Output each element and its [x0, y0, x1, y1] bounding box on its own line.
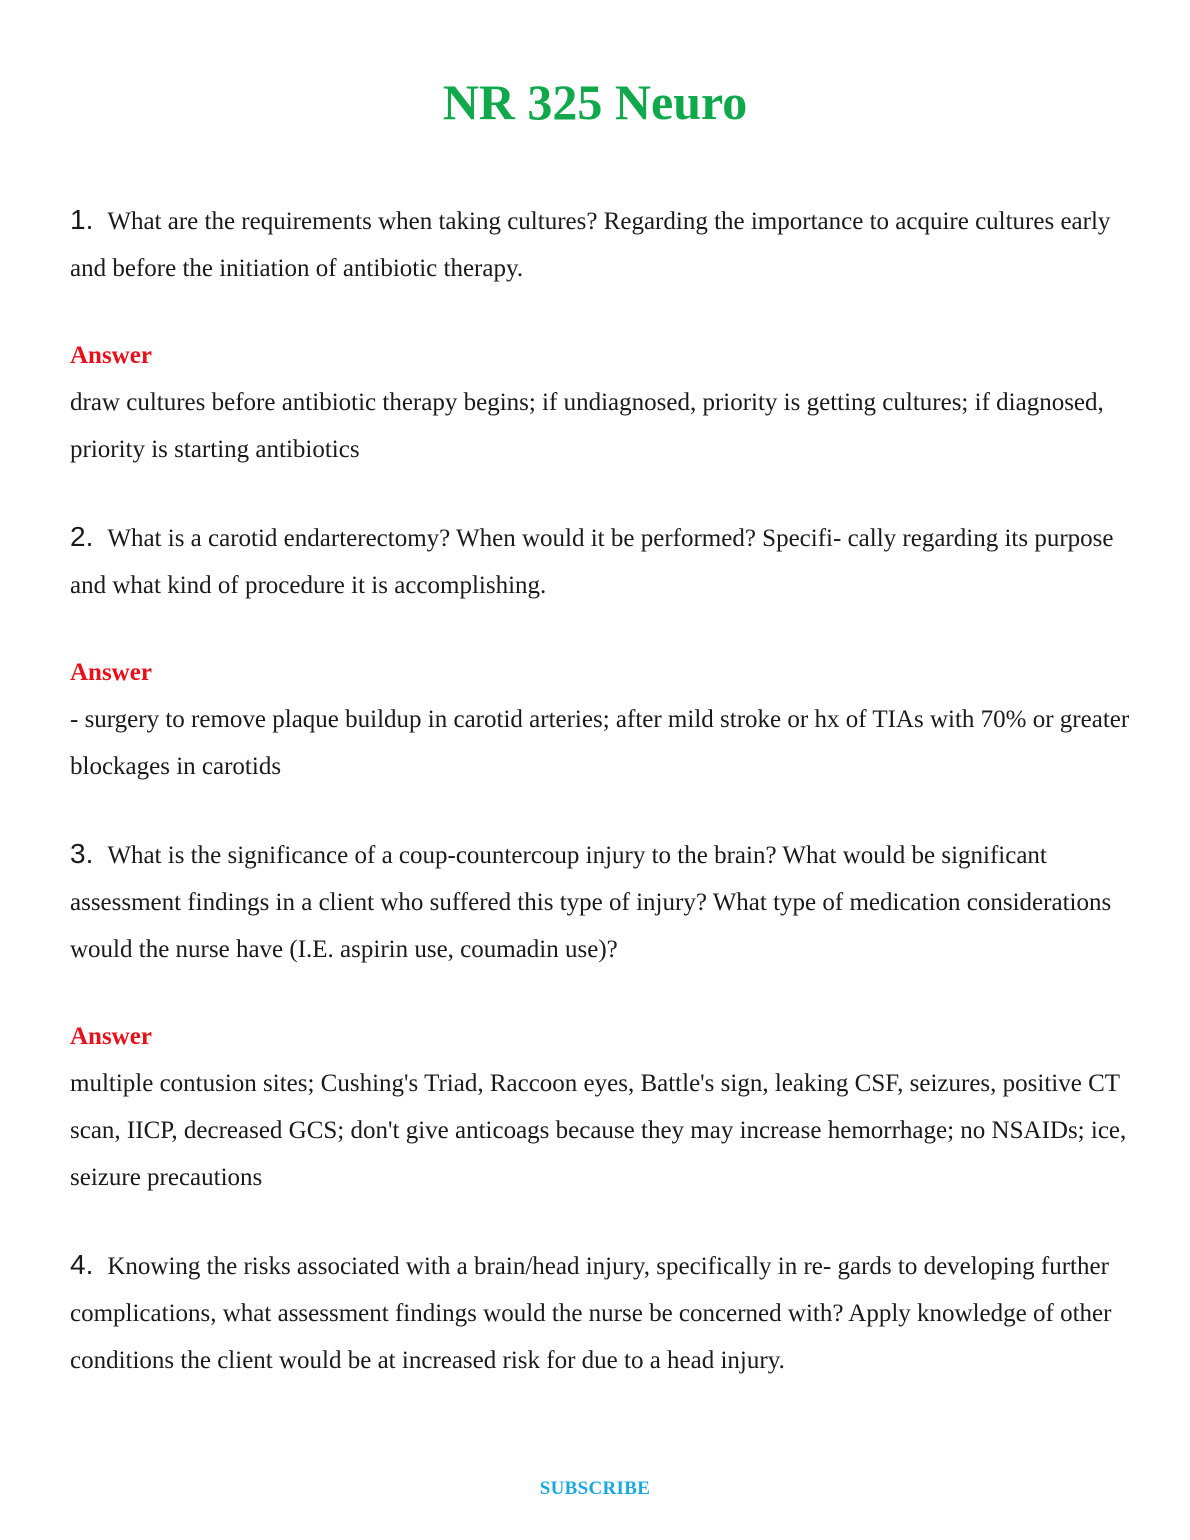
answer-label: Answer	[70, 342, 152, 369]
question-number: 1.	[70, 204, 94, 235]
question-2	[70, 513, 1130, 609]
question-number: 3.	[70, 838, 94, 869]
answer-text: - surgery to remove plaque buildup in carotid arteries; after mild stroke or hx of TIAs with 70% or greater blockages in carotids	[70, 706, 1130, 780]
answer-label: Answer	[70, 1023, 152, 1050]
qa-item-4	[70, 1241, 1130, 1384]
qa-content	[70, 196, 1130, 1384]
question-text: What are the requirements when taking cultures? Regarding the importance to acquire cultures early and before the initiation of antibiotic therapy.	[70, 208, 1111, 282]
qa-item-2	[70, 513, 1130, 790]
answer-text: multiple contusion sites; Cushing's Triad, Raccoon eyes, Battle's sign, leaking CSF, seizures, positive CT scan, IICP, decreased GCS; don't give anticoags because they may increase hemorrhage; no NSAIDs; ice, seizure precautions	[70, 1070, 1127, 1191]
qa-item-1	[70, 196, 1130, 473]
answer-text: draw cultures before antibiotic therapy begins; if undiagnosed, priority is getting cultures; if diagnosed, priority is starting antibiotics	[70, 389, 1104, 463]
page-title: NR 325 Neuro	[442, 74, 748, 130]
question-4	[70, 1241, 1130, 1384]
subscribe-link[interactable]: SUBSCRIBE	[539, 1478, 651, 1499]
question-text: What is the significance of a coup-countercoup injury to the brain? What would be significant assessment findings in a client who suffered this type of injury? What type of medication considerations would the nurse have (I.E. aspirin use, coumadin use)?	[70, 842, 1112, 963]
question-text: What is a carotid endarterectomy? When would it be performed? Specifi- cally regarding its purpose and what kind of procedure it is accomplishing.	[70, 525, 1114, 599]
question-text: Knowing the risks associated with a brain/head injury, specifically in re- gards to developing further complications, what assessment findings would the nurse be concerned with? Apply knowledge of other conditions the client would be at increased risk for due to a head injury.	[70, 1253, 1112, 1374]
question-number: 2.	[70, 521, 94, 552]
question-1	[70, 196, 1130, 292]
qa-item-3	[70, 830, 1130, 1201]
question-3	[70, 830, 1130, 973]
answer-label: Answer	[70, 659, 152, 686]
question-number: 4.	[70, 1249, 94, 1280]
